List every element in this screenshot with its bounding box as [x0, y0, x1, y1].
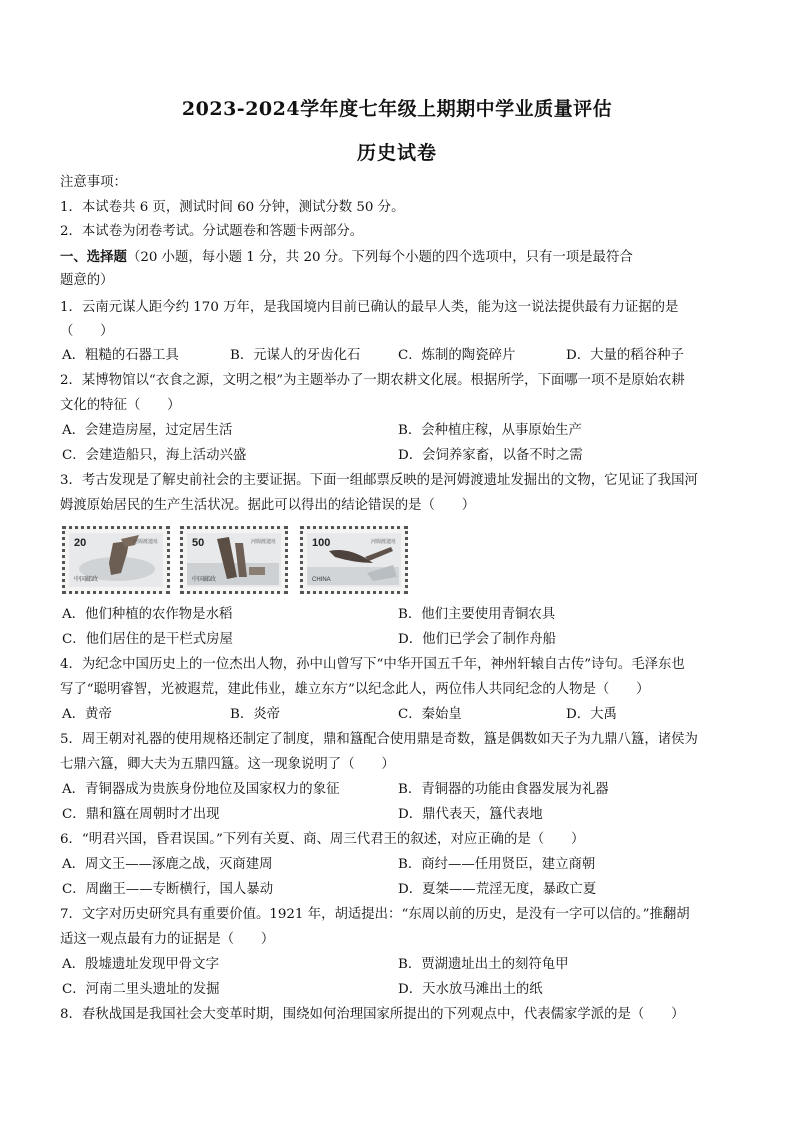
q1-option-b: B．元谋人的牙齿化石 — [230, 348, 361, 363]
question-7-stem: 7．文字对历史研究具有重要价值。1921 年，胡适提出：“东周以前的历史，是没有一字可以信的。”推翻胡 — [60, 907, 690, 922]
q5-option-a: A．青铜器成为贵族身份地位及国家权力的象征 — [62, 782, 340, 797]
q2-option-b: B．会种植庄稼，从事原始生产 — [398, 423, 582, 438]
section-instructions: （20 小题，每小题 1 分，共 20 分。下列每个小题的四个选项中，只有一项是最符合 — [126, 250, 633, 265]
q2-option-c: C．会建造船只，海上活动兴盛 — [62, 448, 247, 463]
q5-option-b: B．青铜器的功能由食器发展为礼器 — [398, 782, 609, 797]
stamp-3-country: CHINA — [312, 577, 331, 583]
section-intro — [60, 247, 740, 268]
stamp-2-country: 中国邮政 — [192, 577, 217, 583]
q6-option-d: D．夏桀——荒淫无度，暴政亡夏 — [398, 882, 597, 897]
stamp-2-name: 河姆渡遗址 — [250, 539, 276, 545]
q5-option-c: C．鼎和簋在周朝时才出现 — [62, 807, 220, 822]
notice-item: 1．本试卷共 6 页，测试时间 60 分钟，测试分数 50 分。 — [60, 200, 405, 215]
q4-option-c: C．秦始皇 — [398, 707, 462, 722]
question-1-stem-cont: （ ） — [60, 324, 114, 339]
exam-title: 2023-2024学年度七年级上期期中学业质量评估 — [181, 98, 613, 120]
q3-option-d: D．他们已学会了制作舟船 — [398, 632, 557, 647]
q2-option-a: A．会建造房屋，过定居生活 — [62, 423, 233, 438]
stamp-3-face-value: 100 — [312, 537, 331, 549]
section-label: 一、选择题 — [60, 249, 127, 265]
stamp-3-image — [307, 533, 401, 587]
q2-option-d: D．会饲养家畜，以备不时之需 — [398, 448, 583, 463]
notice-heading: 注意事项： — [60, 175, 127, 190]
question-6-stem: 6．“明君兴国，昏君误国。”下列有关夏、商、周三代君王的叙述，对应正确的是（ ） — [60, 832, 585, 847]
stamp-3 — [300, 526, 408, 594]
stamp-2-face-value: 50 — [192, 537, 205, 549]
q4-option-d: D．大禹 — [566, 707, 617, 722]
stamp-2 — [180, 526, 288, 594]
stamp-3-name: 河姆渡遗址 — [370, 539, 396, 545]
question-2-stem-cont: 文化的特征（ ） — [60, 398, 181, 413]
q6-option-a: A．周文王——涿鹿之战，灭商建周 — [62, 857, 273, 872]
stamp-1-image — [69, 533, 163, 587]
q1-option-a: A．粗糙的石器工具 — [62, 348, 179, 363]
q1-option-d: D．大量的稻谷种子 — [566, 348, 684, 363]
q3-option-c: C．他们居住的是干栏式房屋 — [62, 632, 233, 647]
q3-option-a: A．他们种植的农作物是水稻 — [62, 607, 233, 622]
question-4-stem-cont: 写了“聪明睿智，光被遐荒，建此伟业，雄立东方”以纪念此人，两位伟人共同纪念的人物是（ ） — [60, 682, 650, 697]
notice-item: 2．本试卷为闭卷考试。分试题卷和答题卡两部分。 — [60, 224, 364, 239]
question-5-stem: 5．周王朝对礼器的使用规格还制定了制度，鼎和簋配合使用鼎是奇数，簋是偶数如天子为九鼎八簋，诸侯为 — [60, 732, 698, 747]
q4-option-a: A．黄帝 — [62, 707, 112, 722]
hemudu-stamps — [62, 526, 412, 598]
q3-option-b: B．他们主要使用青铜农具 — [398, 607, 556, 622]
q7-option-a: A．殷墟遗址发现甲骨文字 — [62, 957, 219, 972]
q6-option-c: C．周幽王——专断横行，国人暴动 — [62, 882, 274, 897]
q7-option-c: C．河南二里头遗址的发掘 — [62, 982, 220, 997]
question-7-stem-cont: 适这一观点最有力的证据是（ ） — [60, 932, 275, 947]
q7-option-d: D．天水放马滩出土的纸 — [398, 982, 543, 997]
question-3-stem-cont: 姆渡原始居民的生产生活状况。据此可以得出的结论错误的是（ ） — [60, 498, 476, 513]
q1-option-c: C．炼制的陶瓷碎片 — [398, 348, 516, 363]
question-4-stem: 4．为纪念中国历史上的一位杰出人物，孙中山曾写下“中华开国五千年，神州轩辕自古传”诗句。毛泽东也 — [60, 657, 685, 672]
question-5-stem-cont: 七鼎六簋，卿大夫为五鼎四簋。这一现象说明了（ ） — [60, 757, 395, 772]
stamp-2-image — [187, 533, 281, 587]
stamp-1-face-value: 20 — [74, 537, 87, 549]
question-1-stem: 1．云南元谋人距今约 170 万年，是我国境内目前已确认的最早人类，能为这一说法提供最有力证据的是 — [60, 300, 679, 315]
stamp-1-name: 河姆渡遗址 — [132, 539, 158, 545]
q4-option-b: B．炎帝 — [230, 707, 281, 722]
q6-option-b: B．商纣——任用贤臣，建立商朝 — [398, 857, 596, 872]
stamp-1 — [62, 526, 170, 594]
section-intro-continued: 题意的） — [60, 273, 114, 288]
question-8-stem: 8．春秋战国是我国社会大变革时期，围绕如何治理国家所提出的下列观点中，代表儒家学派的是（ ） — [60, 1007, 685, 1022]
q5-option-d: D．鼎代表天，簋代表地 — [398, 807, 543, 822]
exam-subtitle: 历史试卷 — [356, 142, 437, 164]
stamp-1-country: 中国邮政 — [74, 577, 99, 583]
q7-option-b: B．贾湖遗址出土的刻符龟甲 — [398, 957, 569, 972]
question-2-stem: 2．某博物馆以“衣食之源，文明之根”为主题举办了一期农耕文化展。根据所学，下面哪一项不是原始农耕 — [60, 373, 685, 388]
question-3-stem: 3．考古发现是了解史前社会的主要证据。下面一组邮票反映的是河姆渡遗址发掘出的文物，它见证了我国河 — [60, 473, 698, 488]
